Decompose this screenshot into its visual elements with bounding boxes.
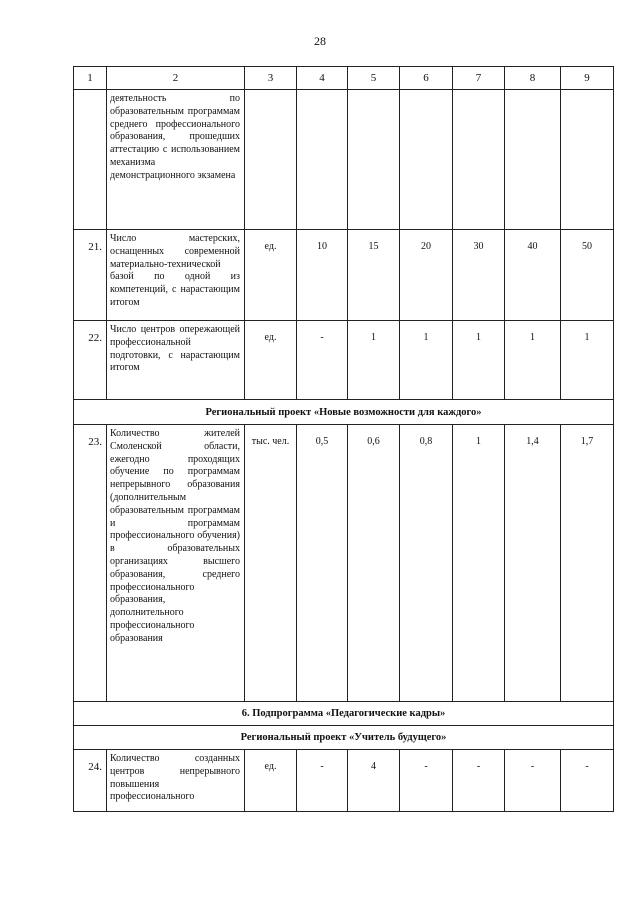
row-number: 22.: [74, 321, 107, 400]
column-numbers-row: [74, 67, 614, 90]
value: 1: [453, 425, 505, 702]
table-row: [74, 425, 614, 702]
unit: ед.: [245, 230, 297, 321]
value: 0,5: [297, 425, 348, 702]
indicator-name: деятельность по образовательным программам среднего профессионального образования, прошедших аттестацию с использованием механизма демонстрационного экзамена: [107, 90, 245, 230]
column-number: 3: [245, 67, 297, 90]
unit: ед.: [245, 321, 297, 400]
value: -: [297, 321, 348, 400]
value: 0,6: [348, 425, 400, 702]
value: -: [561, 750, 614, 812]
column-number: 2: [107, 67, 245, 90]
value: [297, 90, 348, 230]
section-heading: Региональный проект «Новые возможности для каждого»: [74, 400, 614, 425]
value: -: [453, 750, 505, 812]
indicators-table: [73, 66, 614, 812]
value: 1: [348, 321, 400, 400]
indicator-name: Количество жителей Смоленской области, ежегодно проходящих обучение по программам непрерывного образования (дополнительным образовательным программам и программам профессионального обучения) в образовательных организациях высшего образования, среднего профессионального образования, дополнительного профессионального образования: [107, 425, 245, 702]
value: [400, 90, 453, 230]
value: 1: [561, 321, 614, 400]
column-number: 6: [400, 67, 453, 90]
row-number: 24.: [74, 750, 107, 812]
unit: [245, 90, 297, 230]
value: 50: [561, 230, 614, 321]
value: [561, 90, 614, 230]
column-number: 4: [297, 67, 348, 90]
column-number: 7: [453, 67, 505, 90]
row-number: [74, 90, 107, 230]
page-number: 28: [314, 34, 326, 48]
value: [505, 90, 561, 230]
value: 4: [348, 750, 400, 812]
column-number: 8: [505, 67, 561, 90]
value: 1: [453, 321, 505, 400]
column-number: 1: [74, 67, 107, 90]
table-row: [74, 230, 614, 321]
value: -: [505, 750, 561, 812]
value: -: [297, 750, 348, 812]
value: 1: [400, 321, 453, 400]
column-number: 5: [348, 67, 400, 90]
table-row: [74, 90, 614, 230]
section-heading: Региональный проект «Учитель будущего»: [74, 726, 614, 750]
column-number: 9: [561, 67, 614, 90]
section-row: [74, 702, 614, 726]
value: 1,4: [505, 425, 561, 702]
value: 10: [297, 230, 348, 321]
value: 40: [505, 230, 561, 321]
section-row: [74, 400, 614, 425]
table-row: [74, 321, 614, 400]
unit: ед.: [245, 750, 297, 812]
section-row: [74, 726, 614, 750]
row-number: 23.: [74, 425, 107, 702]
indicator-name: Количество созданных центров непрерывного повышения профессионального: [107, 750, 245, 812]
value: 1,7: [561, 425, 614, 702]
subprogram-heading: 6. Подпрограмма «Педагогические кадры»: [74, 702, 614, 726]
indicator-name: Число центров опережающей профессиональной подготовки, с нарастающим итогом: [107, 321, 245, 400]
value: 30: [453, 230, 505, 321]
value: [348, 90, 400, 230]
value: 0,8: [400, 425, 453, 702]
value: 20: [400, 230, 453, 321]
table-row: [74, 750, 614, 812]
row-number: 21.: [74, 230, 107, 321]
unit: тыс. чел.: [245, 425, 297, 702]
indicator-name: Число мастерских, оснащенных современной материально-технической базой по одной из компетенций, с нарастающим итогом: [107, 230, 245, 321]
value: 1: [505, 321, 561, 400]
value: [453, 90, 505, 230]
value: 15: [348, 230, 400, 321]
value: -: [400, 750, 453, 812]
